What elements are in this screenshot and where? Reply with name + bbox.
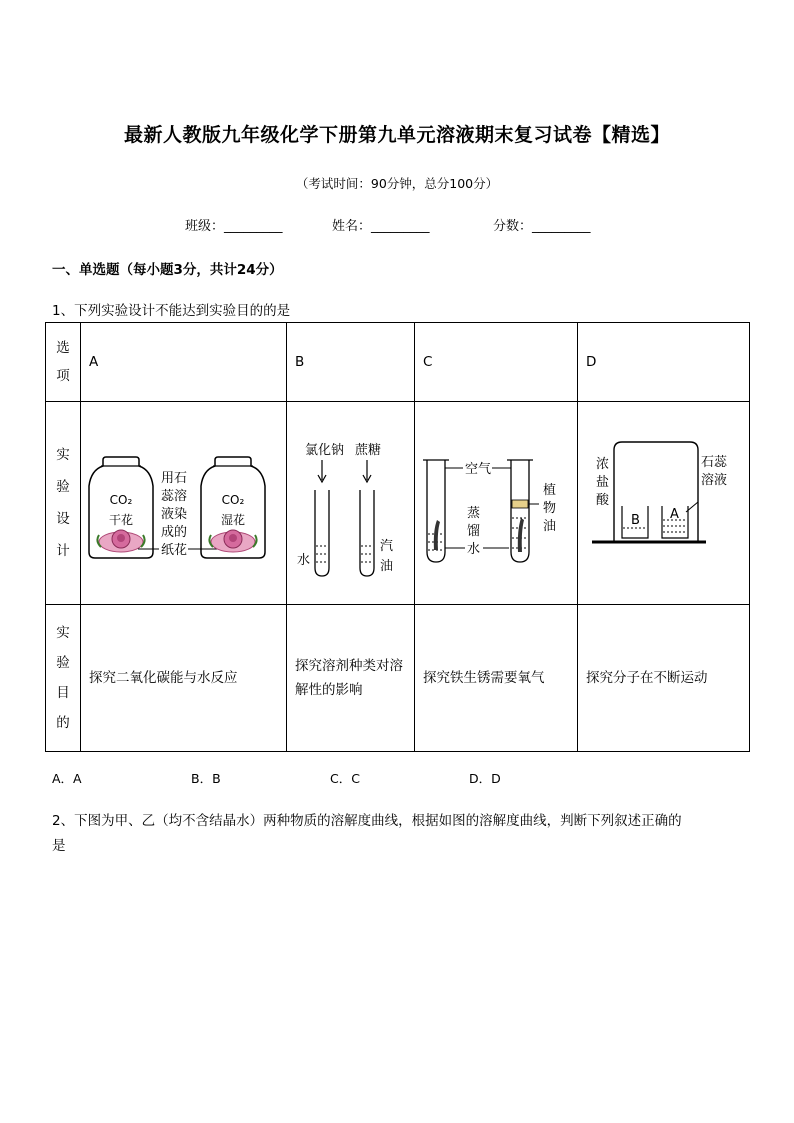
svg-text:油: 油	[380, 559, 394, 574]
svg-text:氯化钠: 氯化钠	[305, 443, 345, 458]
goal-c: 探究铁生锈需要氧气	[415, 605, 578, 752]
svg-text:浓: 浓	[596, 457, 610, 472]
bell-jar	[614, 442, 698, 542]
iron-nail-icon	[434, 520, 440, 550]
svg-text:CO₂: CO₂	[109, 493, 133, 507]
svg-text:油: 油	[543, 519, 557, 534]
design-b	[287, 402, 415, 605]
svg-text:纸花: 纸花	[161, 543, 188, 558]
svg-text:水: 水	[297, 553, 311, 568]
question-1-table	[45, 322, 750, 752]
name-field: 姓名：_________	[332, 219, 430, 234]
svg-text:溶液: 溶液	[701, 473, 728, 488]
litmus-paper-flower-note	[138, 471, 221, 558]
page-title: 最新人教版九年级化学下册第九单元溶液期末复习试卷【精选】	[123, 124, 670, 146]
beaker-b	[622, 506, 648, 538]
design-d	[578, 402, 750, 605]
oil-layer	[512, 500, 528, 508]
svg-text:干花: 干花	[108, 513, 134, 527]
svg-text:液染: 液染	[161, 507, 188, 522]
test-tube-air-water	[423, 460, 449, 562]
svg-text:石蕊: 石蕊	[701, 455, 728, 470]
choice-a[interactable]: A．A	[52, 771, 82, 786]
beaker-a	[662, 506, 688, 538]
co2-flower-jars-diagram	[81, 402, 287, 600]
svg-text:湿花: 湿花	[220, 513, 246, 527]
row-header-design: 实 验 设 计	[46, 402, 81, 605]
test-tube-oil-water	[507, 460, 533, 562]
jar-wet-flower	[201, 457, 265, 558]
svg-text:CO₂: CO₂	[221, 493, 245, 507]
class-field: 班级：_________	[185, 219, 283, 234]
row-header-goal: 实 验 目 的	[46, 605, 81, 752]
svg-text:汽: 汽	[380, 539, 394, 554]
molecule-motion-diagram	[578, 402, 750, 600]
svg-text:空气: 空气	[465, 462, 492, 477]
svg-text:成的: 成的	[161, 525, 188, 540]
svg-text:植: 植	[543, 483, 557, 498]
svg-text:A: A	[670, 507, 679, 522]
iron-nail-icon-2	[518, 518, 524, 552]
svg-text:蕊溶: 蕊溶	[161, 489, 188, 504]
svg-text:蔗糖: 蔗糖	[355, 443, 382, 458]
exam-info: （考试时间：90分钟，总分100分）	[295, 176, 499, 191]
goal-d: 探究分子在不断运动	[578, 605, 750, 752]
choice-d[interactable]: D．D	[469, 771, 501, 786]
goal-a: 探究二氧化碳能与水反应	[81, 605, 287, 752]
row-header-option: 选 项	[46, 323, 81, 402]
iron-rust-tubes-diagram	[415, 402, 578, 600]
jar-dry-flower	[89, 457, 153, 558]
svg-text:物: 物	[543, 501, 557, 516]
goal-b: 探究溶剂种类对溶解性的影响	[287, 605, 415, 752]
svg-text:酸: 酸	[596, 493, 610, 508]
svg-text:水: 水	[467, 542, 481, 557]
wet-flower-icon	[209, 530, 256, 552]
choice-c[interactable]: C．C	[330, 771, 360, 786]
svg-text:盐: 盐	[596, 475, 610, 490]
option-a-label: A	[81, 323, 287, 402]
test-tube-gasoline	[360, 490, 374, 576]
dry-flower-icon	[97, 530, 144, 552]
svg-text:蒸: 蒸	[467, 506, 481, 521]
option-d-label: D	[578, 323, 750, 402]
test-tube-water	[315, 490, 329, 576]
svg-text:B: B	[631, 513, 640, 528]
option-b-label: B	[287, 323, 415, 402]
question-2-stem-line2: 是	[52, 838, 66, 854]
option-c-label: C	[415, 323, 578, 402]
score-field: 分数：_________	[493, 219, 591, 234]
choice-b[interactable]: B．B	[191, 771, 221, 786]
question-2-stem-line1: 2、下图为甲、乙（均不含结晶水）两种物质的溶解度曲线，根据如图的溶解度曲线，判断下列叙述正确的	[52, 813, 682, 829]
design-a	[81, 402, 287, 605]
solvent-test-tubes-diagram	[287, 402, 415, 600]
question-1-stem: 1、下列实验设计不能达到实验目的的是	[52, 303, 291, 319]
svg-text:馏: 馏	[467, 524, 481, 539]
design-c	[415, 402, 578, 605]
section-heading: 一、单选题（每小题3分，共计24分）	[52, 262, 283, 278]
svg-text:用石: 用石	[161, 471, 188, 486]
